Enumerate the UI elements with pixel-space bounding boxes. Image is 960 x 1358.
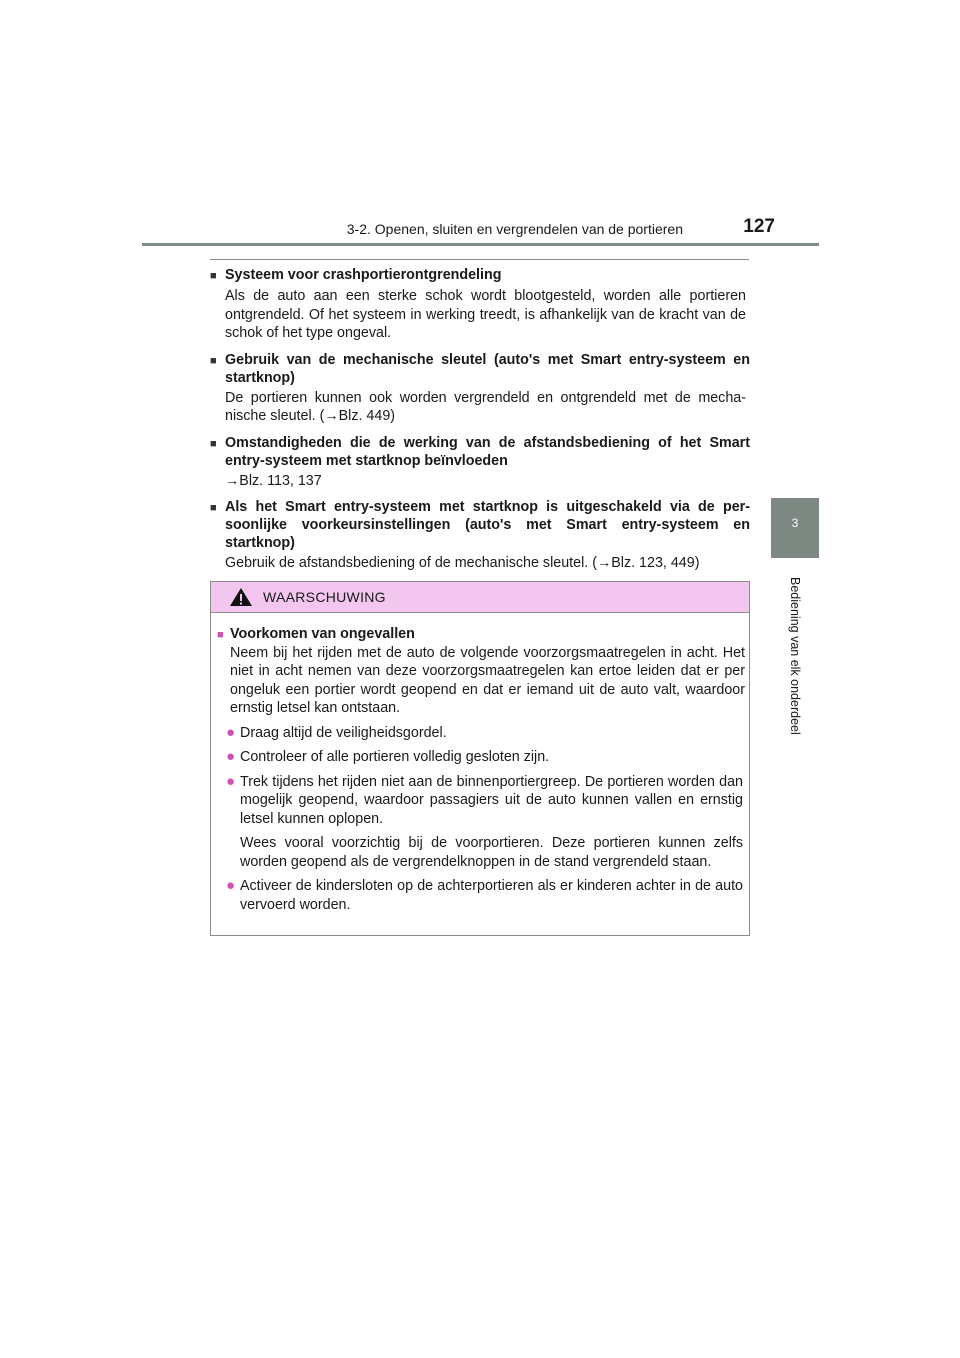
warning-header (211, 582, 749, 613)
section-body: Als de auto aan een sterke schok wordt blootgesteld, worden alle portieren ontgrendeld. Of het systeem in werking treedt, is afhankelijk van de kracht van de schok of het type ongeval. (225, 288, 746, 341)
section-heading: Gebruik van de mechanische sleutel (auto's met Smart entry-systeem en startknop) (225, 351, 750, 386)
square-marker-icon: ■ (210, 270, 217, 282)
bullet-text: Activeer de kindersloten op de achterportieren als er kinderen achter in de auto vervoerd worden. (240, 878, 743, 913)
warning-title: WAARSCHUWING (263, 588, 386, 605)
warning-intro: Neem bij het rijden met de auto de volgende voorzorgsmaatregelen in acht. Het niet in acht nemen van deze voorzorgsmaatregelen kan ertoe leiden dat er per ongeluk een portier wordt geopend en dat er iemand uit de auto valt, waardoor ernstig letsel kan ontstaan. (230, 644, 745, 716)
section-conditions (210, 434, 750, 491)
warning-bullet (226, 724, 743, 743)
content-top-rule (210, 259, 749, 260)
square-marker-icon: ■ (210, 437, 217, 450)
square-marker-icon: ■ (210, 354, 217, 367)
warning-heading: Voorkomen van ongevallen (230, 625, 415, 642)
section-heading: Als het Smart entry-systeem met startknop is uitgeschakeld via de per-soonlijke voorkeursinstellingen (auto's met Smart entry-systeem en startknop) (225, 499, 750, 551)
section-mechanical-key (210, 351, 750, 426)
section-heading: Systeem voor crashportierontgrendeling (225, 267, 502, 283)
bullet-extra-text: Wees vooral voorzichtig bij de voorportieren. Deze portieren kunnen zelfs worden geopend als de vergrendelknoppen in de stand vergrendeld staan. (240, 835, 743, 870)
chapter-side-label: Bediening van elk onderdeel (788, 577, 802, 735)
page-content (210, 266, 750, 936)
bullet-dot-icon: ● (226, 723, 236, 741)
square-marker-icon: ■ (210, 502, 217, 514)
chapter-number: 3 (791, 516, 799, 530)
bullet-text: Trek tijdens het rijden niet aan de binnenportiergreep. De portieren worden dan mogelijk geopend, waardoor passagiers uit de auto kunnen vallen en ernstig letsel kunnen oplopen. (240, 773, 743, 827)
section-body: Gebruik de afstandsbediening of de mechanische sleutel. (→Blz. 123, 449) (225, 555, 700, 571)
warning-body (211, 613, 749, 915)
bullet-text: Draag altijd de veiligheidsgordel. (240, 724, 447, 741)
warning-bullet (226, 773, 743, 872)
square-marker-icon: ■ (217, 628, 224, 641)
section-body: De portieren kunnen ook worden vergrendeld en ontgrendeld met de mecha-nische sleutel. (→Blz. 449) (225, 389, 746, 424)
warning-box (210, 581, 750, 936)
page-number: 127 (743, 216, 775, 237)
section-heading: Omstandigheden die de werking van de afstandsbediening of het Smart entry-systeem met startknop beïnvloeden (225, 434, 750, 469)
chapter-tab (771, 498, 819, 558)
header-rule (142, 243, 819, 246)
bullet-dot-icon: ● (226, 877, 236, 894)
bullet-text: Controleer of alle portieren volledig gesloten zijn. (240, 749, 550, 765)
bullet-dot-icon: ● (226, 748, 236, 765)
bullet-dot-icon: ● (226, 772, 236, 790)
warning-triangle-icon (229, 587, 253, 607)
warning-bullet (226, 877, 743, 914)
section-crash-unlock (210, 266, 750, 343)
section-smart-entry-disabled (210, 498, 750, 573)
warning-bullet (226, 748, 743, 767)
page-header-title: 3-2. Openen, sluiten en vergrendelen van de portieren (346, 221, 683, 237)
section-body: →Blz. 113, 137 (225, 472, 322, 489)
